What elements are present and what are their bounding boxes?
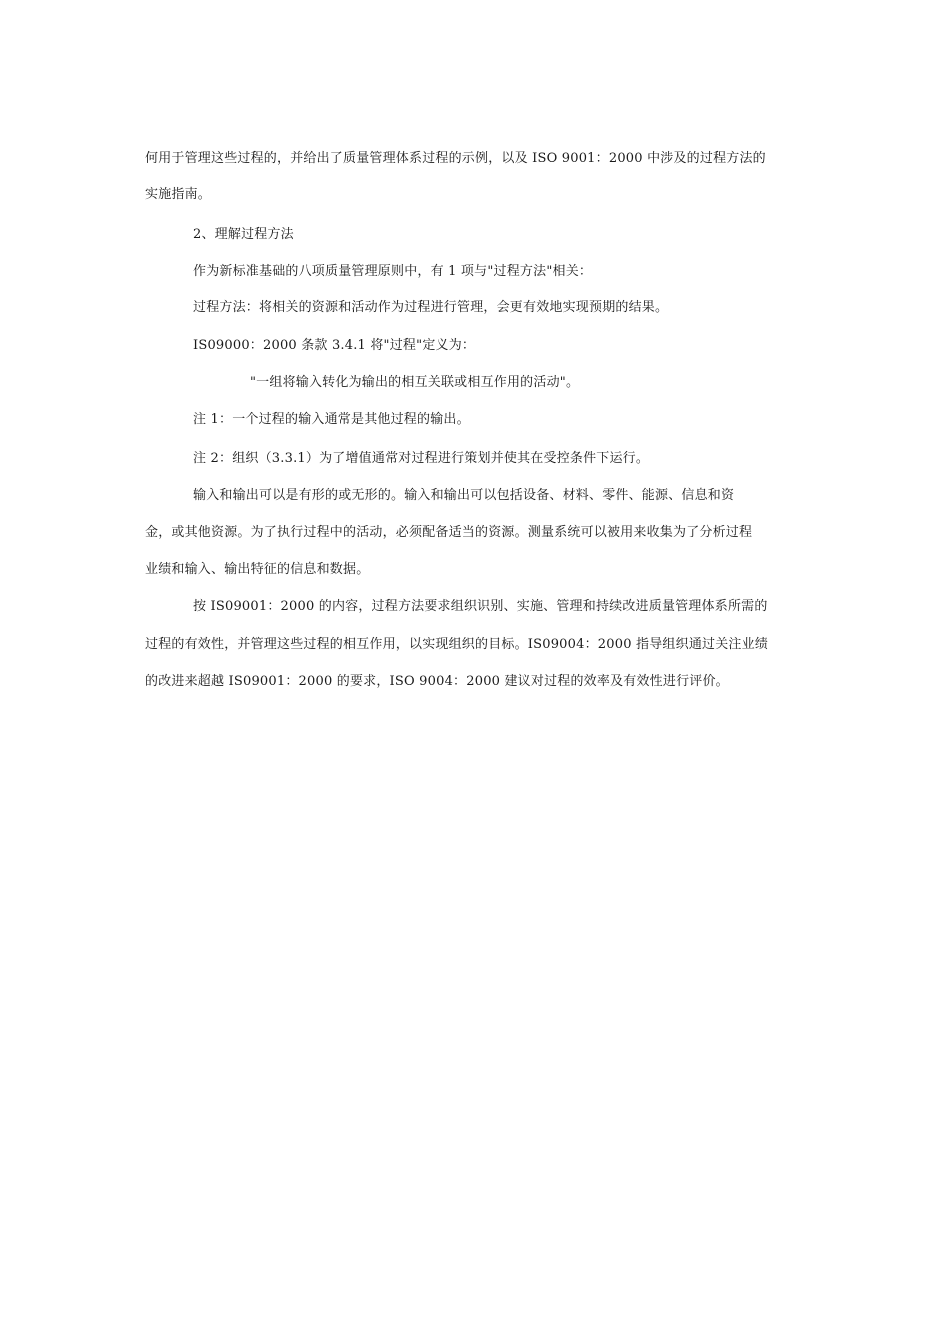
section-heading: 2、理解过程方法 [193,227,294,242]
text-line: 何用于管理这些过程的，并给出了质量管理体系过程的示例，以及 ISO 9001：2000 中涉及的过程方法的 [145,151,766,166]
text-line: 过程方法：将相关的资源和活动作为过程进行管理，会更有效地实现预期的结果。 [193,300,669,315]
text-line: 的改进来超越 IS09001：2000 的要求，ISO 9004：2000 建议对过程的效率及有效性进行评价。 [145,674,729,689]
text-line: 业绩和输入、输出特征的信息和数据。 [145,562,370,577]
text-line: 作为新标准基础的八项质量管理原则中，有 1 项与"过程方法"相关： [193,264,593,279]
note-line: 注 1：一个过程的输入通常是其他过程的输出。 [193,412,470,427]
text-line: 按 IS09001：2000 的内容，过程方法要求组织识别、实施、管理和持续改进质量管理体系所需的 [193,599,768,614]
text-line: 输入和输出可以是有形的或无形的。输入和输出可以包括设备、材料、零件、能源、信息和资 [193,488,735,503]
quote-line: "一组将输入转化为输出的相互关联或相互作用的活动"。 [250,375,580,390]
text-line: 金，或其他资源。为了执行过程中的活动，必须配备适当的资源。测量系统可以被用来收集为了分析过程 [145,525,753,540]
text-line: IS09000：2000 条款 3.4.1 将"过程"定义为： [193,338,476,353]
note-line: 注 2：组织（3.3.1）为了增值通常对过程进行策划并使其在受控条件下运行。 [193,451,650,466]
text-line: 实施指南。 [145,187,212,202]
text-line: 过程的有效性，并管理这些过程的相互作用，以实现组织的目标。IS09004：2000 指导组织通过关注业绩 [145,637,769,652]
